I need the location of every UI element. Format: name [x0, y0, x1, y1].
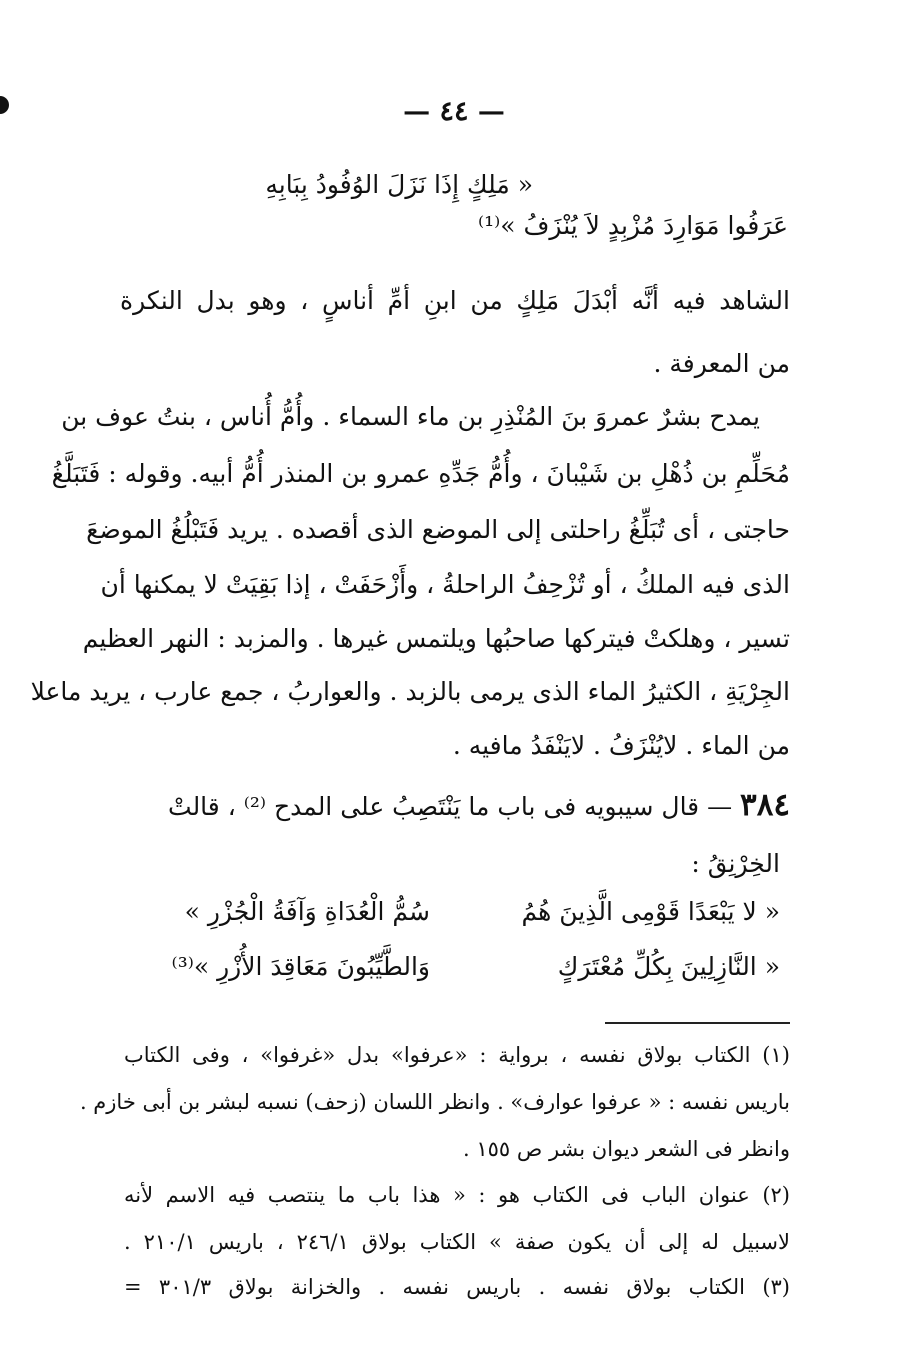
explanation-line-5: تسير ، وهلكتْ فيتركها صاحبُها ويلتمس غيرها . والمزبد : النهر العظيم	[82, 624, 790, 653]
verse2-line1-left: سُمُّ الْعُدَاةِ وَآفَةُ الْجُزْرِ »	[184, 897, 430, 926]
explanation-line-6: الجِرْيَةِ ، الكثيرُ الماء الذى يرمى بالزبد . والعواربُ ، جمع عارب ، يريد ماعلا	[30, 677, 790, 706]
entry-header	[168, 786, 790, 826]
entry-text: — قال سيبويه فى باب ما يَنْتَصِبُ على المدح ⁽²⁾ ، قالتْ	[168, 792, 733, 821]
explanation-line-2: مُحَلِّمِ بن ذُهْلِ بن شَيْبانَ ، وأُمُّ جَدِّهِ عمرو بن المنذر أُمُّ أبيه. وقوله : فَتَبَلَّغُ	[51, 459, 790, 488]
page-number: — ٤٤ —	[403, 96, 505, 127]
footnote-1-line-2: باريس نفسه : « عرفوا عوارف» . وانظر اللسان (زحف) نسبه لبشر بن أبى خازم .	[79, 1090, 790, 1114]
verse1-line2: عَرَفُوا مَوَارِدَ مُزْبِدٍ لاَ يُنْزَفُ »⁽¹⁾	[477, 211, 788, 240]
explanation-line-1: يمدح بشرٌ عمروَ بنَ المُنْذِرِ بن ماء السماء . وأُمُّ أُناس ، بنتُ عوف بن	[61, 402, 760, 431]
explanation-line-4: الذى فيه الملكُ ، أو تُزْحِفُ الراحلةُ ، وأَزْحَفَتْ ، إذا بَقِيَتْ لا يمكنها أن	[100, 570, 790, 599]
entry-line2: الخِرْنِقُ :	[691, 849, 780, 878]
footnote-2-line-1: (٢) عنوان الباب فى الكتاب هو : « هذا باب ما ينتصب فيه الاسم لأنه	[124, 1183, 790, 1207]
verse2-line2-left: وَالطَّيِّبُونَ مَعَاقِدَ الأُزْرِ »⁽³⁾	[171, 952, 430, 981]
explanation-line-7: من الماء . لايُنْزَفُ . لايَنْفَدُ مافيه .	[452, 731, 790, 760]
entry-number: ٣٨٤	[740, 787, 790, 823]
shahid-line1: الشاهد فيه أنَّه أبْدَلَ مَلِكٍ من ابنِ أمِّ أناسٍ ، وهو بدل النكرة	[120, 286, 790, 315]
explanation-line-3: حاجتى ، أى تُبَلِّغُ راحلتى إلى الموضع الذى أقصده . يريد فَتَبْلُغُ الموضعَ	[86, 515, 790, 544]
shahid-line2: من المعرفة .	[653, 349, 790, 378]
verse2-line2-right: « النَّازِلِينَ بِكُلِّ مُعْتَرَكٍ	[557, 952, 780, 981]
footnote-1-line-1: (١) الكتاب بولاق نفسه ، برواية : «عرفوا» بدل «غرفوا» ، وفى الكتاب	[124, 1043, 790, 1067]
footnote-separator	[605, 1022, 790, 1024]
footnote-3-line-1: (٣) الكتاب بولاق نفسه . باريس نفسه . والخزانة بولاق ٣٠١/٣ =	[124, 1275, 790, 1299]
verse2-line1-right: « لا يَبْعَدًا قَوْمِى الَّذِينَ هُمُ	[521, 897, 780, 926]
verse1-line1: « مَلِكٍ إِذَا نَزَلَ الوُفُودُ بِبَابِهِ	[265, 170, 533, 199]
footnote-1-line-3: وانظر فى الشعر ديوان بشر ص ١٥٥ .	[463, 1137, 790, 1161]
footnote-2-line-2: لاسبيل له إلى أن يكون صفة » الكتاب بولاق ٢٤٦/١ ، باريس ٢١٠/١ .	[124, 1230, 790, 1254]
